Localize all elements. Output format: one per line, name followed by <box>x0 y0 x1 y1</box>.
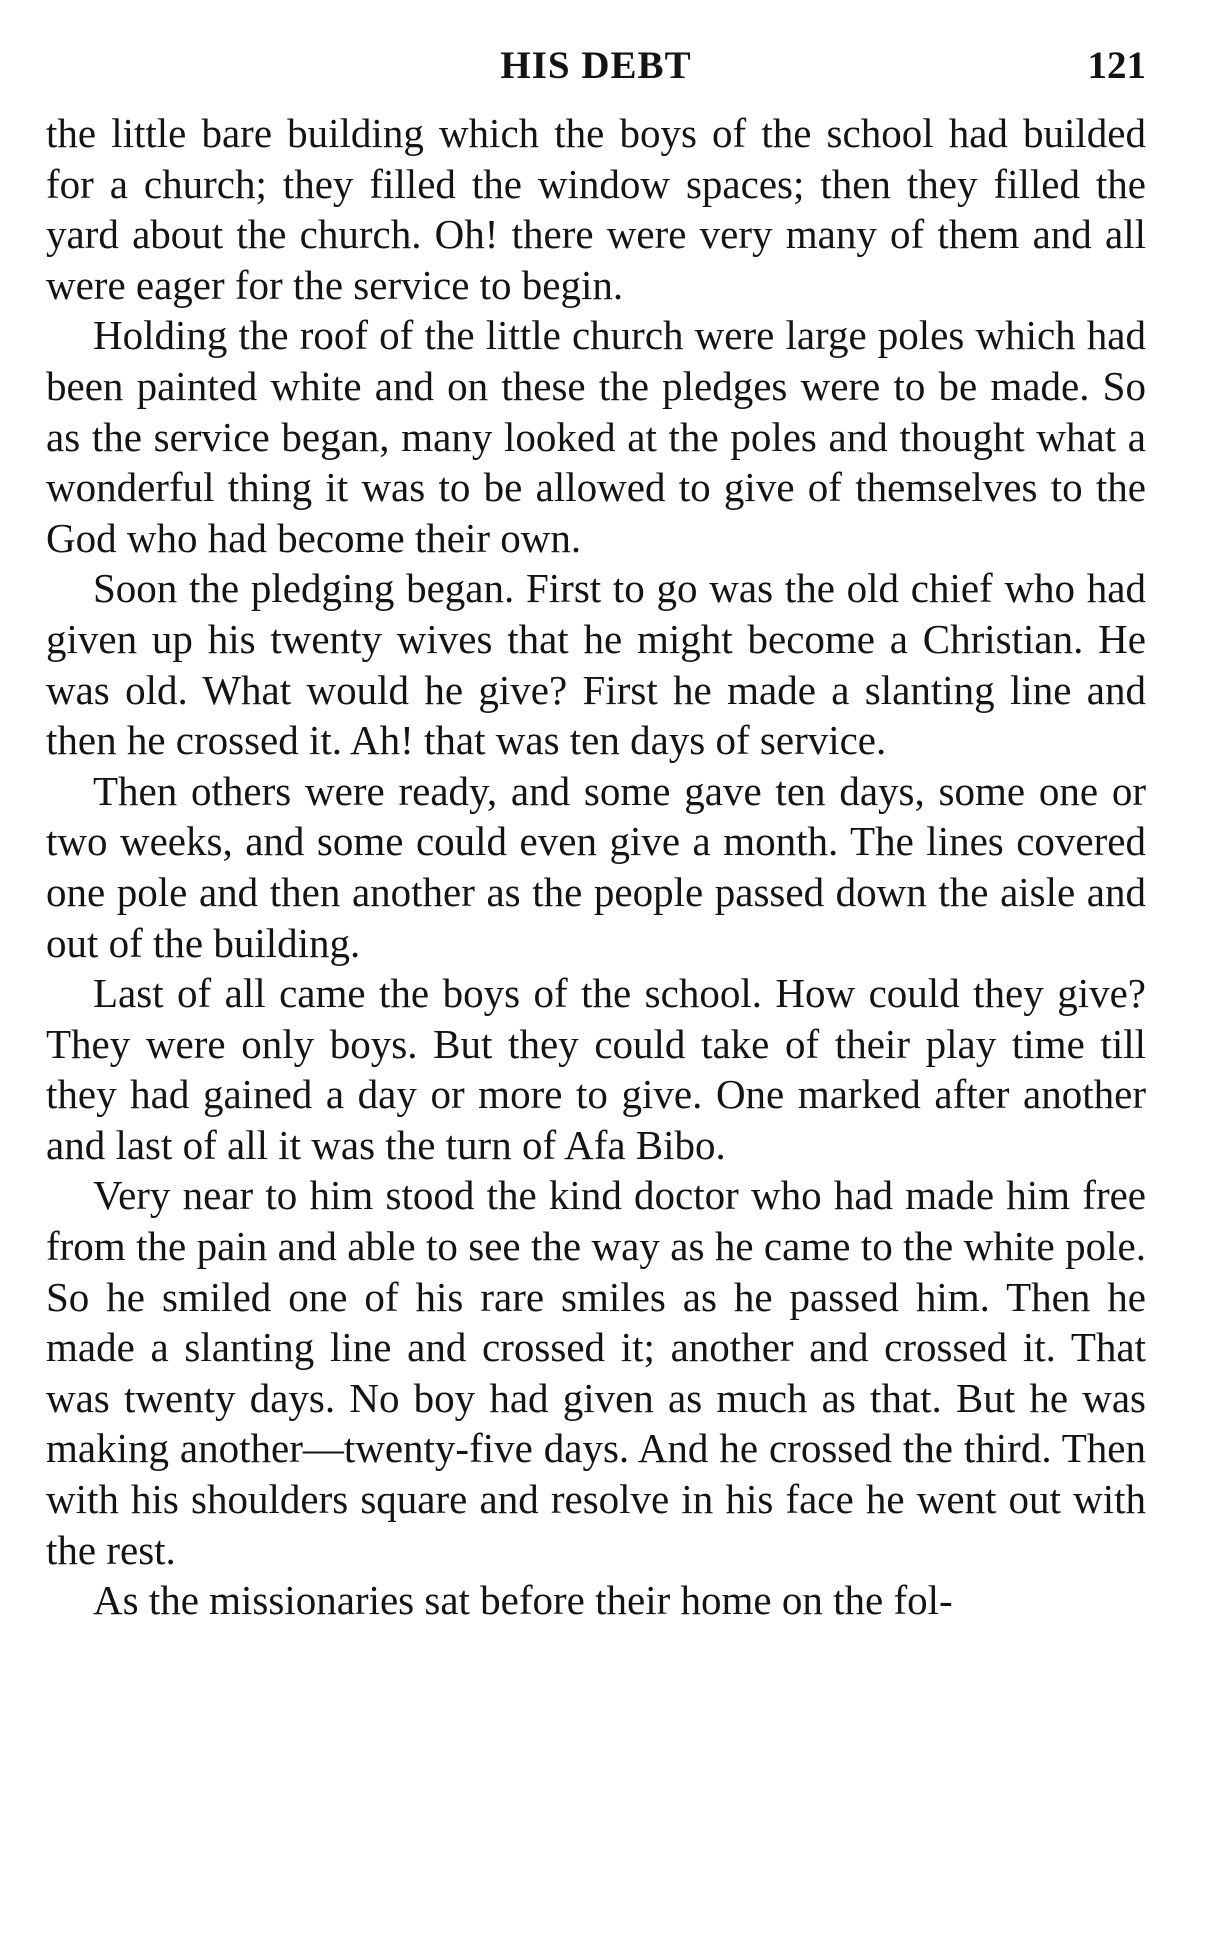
running-head <box>46 36 1146 96</box>
page-number: 121 <box>1087 44 1146 87</box>
paragraph-continued: the little bare building which the boys of the school had builded for a church; they filled the window spaces; then they filled the yard about the church. Oh! there were very many of them and all were eager for the service to begin. <box>46 110 1146 308</box>
paragraph-missionaries: As the missionaries sat before their home on the fol- <box>93 1577 953 1624</box>
paragraph-poles: Holding the roof of the little church were large poles which had been painted white and on these the pledges were to be made. So as the service began, many looked at the poles and thought what a wonderful thing it was to be allowed to give of themselves to the God who had become their own. <box>46 312 1146 561</box>
paragraph-others: Then others were ready, and some gave ten days, some one or two weeks, and some could even give a month. The lines covered one pole and then another as the people passed down the aisle and out of the building. <box>46 767 1146 966</box>
running-title: HIS DEBT <box>500 44 692 87</box>
paragraph-pledging: Soon the pledging began. First to go was the old chief who had given up his twenty wives that he might become a Christian. He was old. What would he give? First he made a slanting line and then he crossed it. Ah! that was ten days of service. <box>46 565 1146 764</box>
body-text <box>46 108 1146 1626</box>
paragraph-boys: Last of all came the boys of the school. How could they give? They were only boys. But they could take of their play time till they had gained a day or more to give. One marked after another and last of all it was the turn of Afa Bibo. <box>46 970 1146 1168</box>
paragraph-doctor: Very near to him stood the kind doctor who had made him free from the pain and able to see the way as he came to the white pole. So he smiled one of his rare smiles as he passed him. Then he made a slanting line and crossed it; another and crossed it. That was twenty days. No boy had given as much as that. But he was making another—twenty-five days. And he crossed the third. Then with his shoulders square and resolve in his face he went out with the rest. <box>46 1172 1146 1573</box>
